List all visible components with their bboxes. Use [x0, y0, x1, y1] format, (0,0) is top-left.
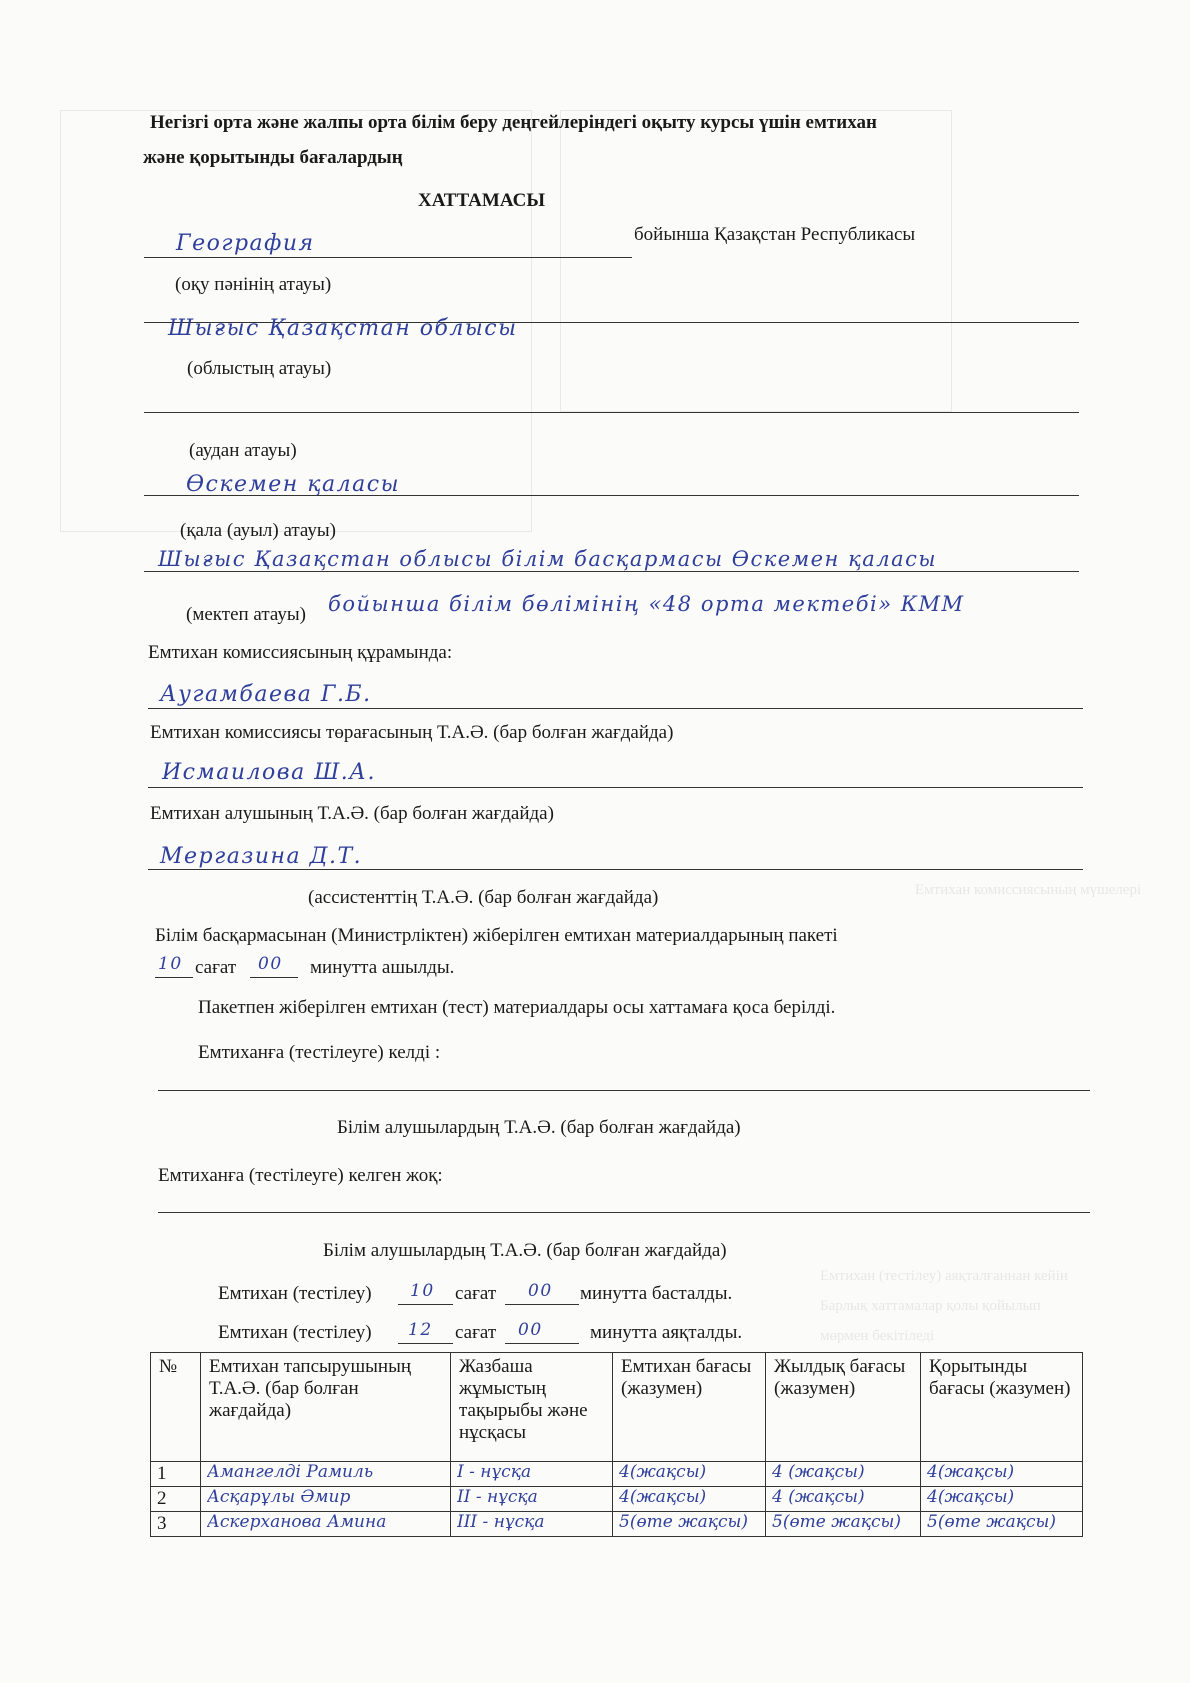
student-name: Асқарұлы Әмир	[207, 1488, 351, 1507]
absent-line	[158, 1212, 1090, 1213]
package-minute-line	[250, 977, 298, 978]
assistant-line	[148, 869, 1083, 870]
table-row	[151, 1487, 1083, 1512]
start-suffix: минутта басталды.	[580, 1283, 733, 1304]
city-caption: (қала (ауыл) атауы)	[180, 520, 336, 541]
subject-handwriting: География	[176, 231, 315, 256]
start-prefix: Емтихан (тестілеу)	[218, 1283, 372, 1304]
subject-suffix: бойынша Қазақстан Республикасы	[634, 224, 916, 245]
end-hour-word: сағат	[455, 1322, 497, 1343]
topic-variant: III - нұсқа	[457, 1513, 545, 1532]
package-text: Білім басқармасынан (Министрліктен) жіберілген емтихан материалдарының пакеті	[155, 925, 838, 946]
exam-grade: 5(өте жақсы)	[619, 1513, 749, 1532]
package-hour-handwriting: 10	[158, 954, 183, 974]
col-header-annual-grade: Жылдық бағасы (жазумен)	[766, 1353, 921, 1462]
school-line	[144, 571, 1079, 572]
row-number: 2	[151, 1487, 201, 1512]
commission-label: Емтихан комиссиясының құрамында:	[148, 642, 453, 663]
present-caption: Білім алушылардың Т.А.Ә. (бар болған жағдайда)	[337, 1117, 741, 1138]
school-handwriting-line2: бойынша білім бөлімінің «48 орта мектебі» КММ	[328, 592, 965, 616]
document-heading-line2: және қорытынды бағалардың	[143, 147, 403, 168]
school-caption: (мектеп атауы)	[186, 604, 306, 625]
end-hour-handwriting: 12	[408, 1320, 433, 1340]
grades-table	[150, 1352, 1083, 1537]
package-enclosed-text: Пакетпен жіберілген емтихан (тест) материалдары осы хаттамаға қоса берілді.	[198, 997, 836, 1018]
assistant-caption: (ассистенттің Т.А.Ә. (бар болған жағдайда)	[308, 887, 659, 908]
absent-label: Емтиханға (тестілеуге) келген жоқ:	[158, 1165, 443, 1186]
end-prefix: Емтихан (тестілеу)	[218, 1322, 372, 1343]
table-row	[151, 1462, 1083, 1487]
document-title: ХАТТАМАСЫ	[418, 190, 545, 211]
row-number: 1	[151, 1462, 201, 1487]
col-header-number: №	[151, 1353, 201, 1462]
bleed-through-text: мөрмен бекітіледі	[820, 1328, 935, 1344]
commission-line	[148, 708, 1083, 709]
final-grade: 4(жақсы)	[927, 1488, 1015, 1507]
package-minute-text: минутта ашылды.	[310, 957, 455, 978]
bleed-through-table	[560, 110, 952, 412]
final-grade: 5(өте жақсы)	[927, 1513, 1057, 1532]
table-row	[151, 1512, 1083, 1537]
package-minute-handwriting: 00	[258, 954, 283, 974]
end-minute-handwriting: 00	[518, 1320, 543, 1340]
subject-caption: (оқу пәнінің атауы)	[175, 274, 332, 295]
assistant-handwriting: Мергазина Д.Т.	[160, 844, 363, 869]
start-minute-line	[505, 1304, 579, 1305]
school-handwriting-line1: Шығыс Қазақстан облысы білім басқармасы Өскемен қаласы	[158, 547, 938, 571]
col-header-topic-variant: Жазбаша жұмыстың тақырыбы және нұсқасы	[451, 1353, 613, 1462]
student-name: Амангелді Рамиль	[207, 1463, 374, 1482]
start-hour-handwriting: 10	[410, 1281, 435, 1301]
examiner-line	[148, 787, 1083, 788]
district-line	[144, 412, 1079, 413]
package-hour-line	[155, 977, 193, 978]
exam-grade: 4(жақсы)	[619, 1488, 707, 1507]
topic-variant: II - нұсқа	[457, 1488, 538, 1507]
region-handwriting: Шығыс Қазақстан облысы	[168, 316, 518, 341]
region-caption: (облыстың атауы)	[187, 358, 332, 379]
annual-grade: 4 (жақсы)	[772, 1463, 865, 1482]
row-number: 3	[151, 1512, 201, 1537]
topic-variant: I - нұсқа	[457, 1463, 532, 1482]
bleed-through-text: Барлық хаттамалар қолы қойылып	[820, 1298, 1041, 1314]
exam-grade: 4(жақсы)	[619, 1463, 707, 1482]
city-handwriting: Өскемен қаласы	[186, 472, 401, 497]
start-hour-word: сағат	[455, 1283, 497, 1304]
col-header-final-grade: Қорытынды бағасы (жазумен)	[921, 1353, 1083, 1462]
annual-grade: 5(өте жақсы)	[772, 1513, 902, 1532]
present-label: Емтиханға (тестілеуге) келді :	[198, 1042, 441, 1063]
start-minute-handwriting: 00	[528, 1281, 553, 1301]
document-heading-line1: Негізгі орта және жалпы орта білім беру деңгейлеріндегі оқыту курсы үшін емтихан	[150, 112, 877, 133]
table-header-row	[151, 1353, 1083, 1462]
subject-line	[144, 257, 632, 258]
chair-handwriting: Аугамбаева Г.Б.	[160, 682, 372, 707]
examiner-handwriting: Исмаилова Ш.А.	[162, 760, 376, 785]
annual-grade: 4 (жақсы)	[772, 1488, 865, 1507]
package-hour-word: сағат	[195, 957, 237, 978]
student-name: Аскерханова Амина	[207, 1513, 387, 1532]
col-header-exam-grade: Емтихан бағасы (жазумен)	[613, 1353, 766, 1462]
final-grade: 4(жақсы)	[927, 1463, 1015, 1482]
present-line	[158, 1090, 1090, 1091]
end-hour-line	[398, 1343, 453, 1344]
col-header-student-name: Емтихан тапсырушының Т.А.Ә. (бар болған жағдайда)	[201, 1353, 451, 1462]
start-hour-line	[398, 1304, 453, 1305]
district-caption: (аудан атауы)	[189, 440, 297, 461]
end-minute-line	[505, 1343, 579, 1344]
absent-caption: Білім алушылардың Т.А.Ә. (бар болған жағдайда)	[323, 1240, 727, 1261]
bleed-through-text: Емтихан комиссиясының мүшелері	[915, 882, 1142, 898]
bleed-through-text: Емтихан (тестілеу) аяқталғаннан кейін	[820, 1268, 1068, 1284]
end-suffix: минутта аяқталды.	[590, 1322, 743, 1343]
examiner-caption: Емтихан алушының Т.А.Ә. (бар болған жағдайда)	[150, 803, 554, 824]
chair-caption: Емтихан комиссиясы төрағасының Т.А.Ә. (бар болған жағдайда)	[150, 722, 674, 743]
